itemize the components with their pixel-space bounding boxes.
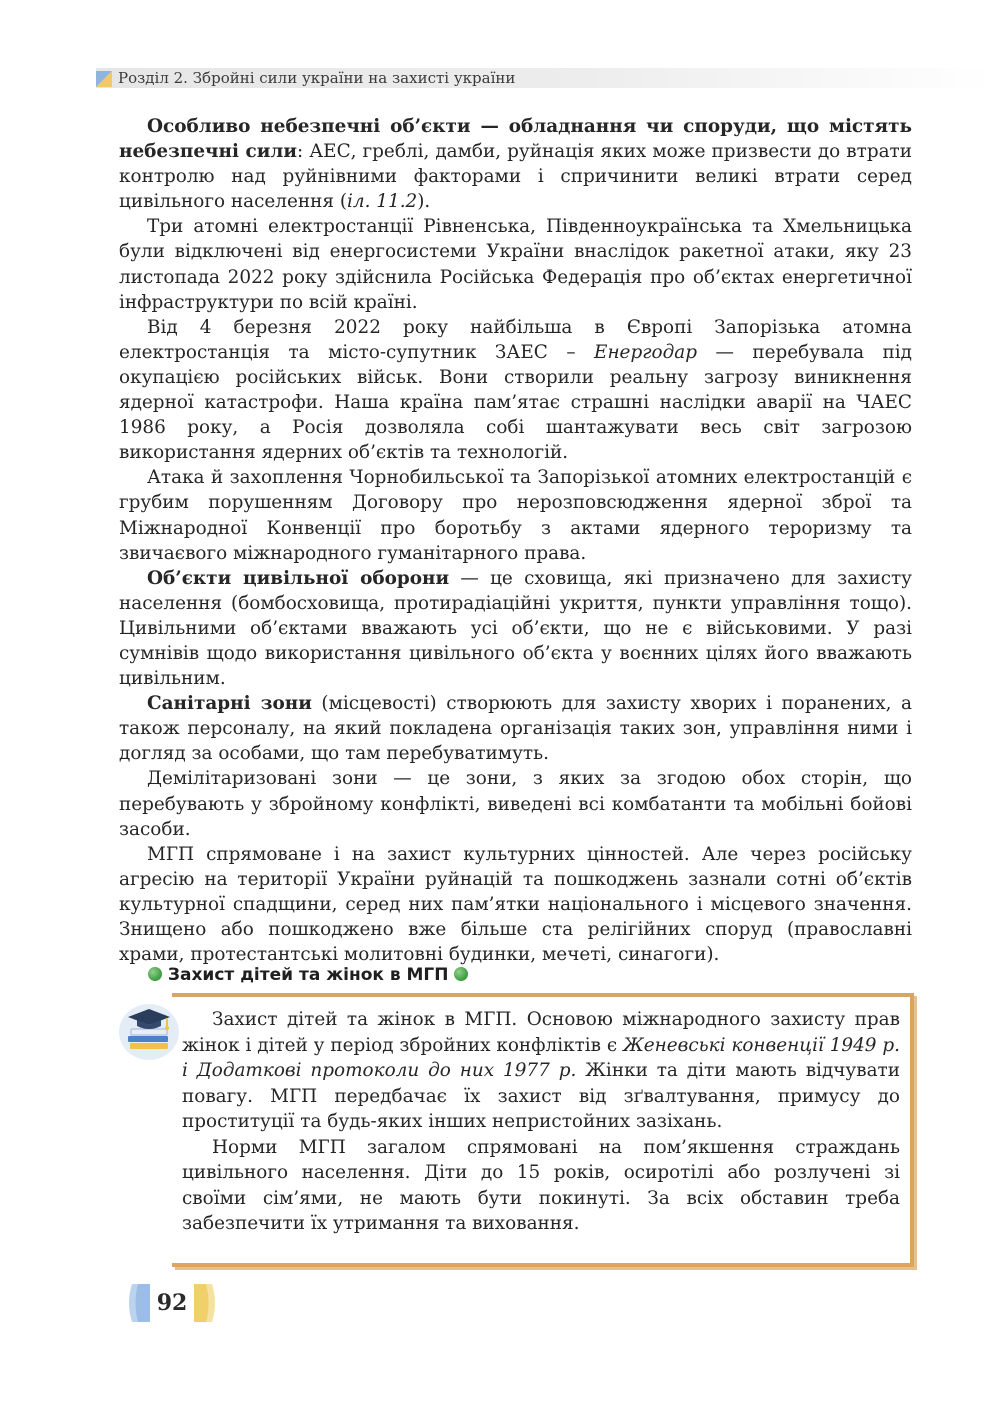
graduation-cap-books-icon [118, 1003, 180, 1061]
info-box [172, 993, 914, 1267]
info-box-text [182, 1007, 900, 1237]
main-text [119, 114, 912, 967]
figure-reference: іл. 11.2 [347, 191, 418, 213]
paragraph-sanitary-zones: Санітарні зони (місцевості) створюють для захисту хворих і поранених, а також персоналу, на який покладена організація таких зон, управління ними і догляд за особами, що там перебуватимуть. [119, 693, 912, 765]
green-bullet-icon [454, 967, 468, 981]
paragraph-dangerous-objects: Особливо небезпечні об’єкти — обладнання чи споруди, що містять небезпечні сили: АЕС, греблі, дамби, руйнація яких може призвести до втрати контролю над руйнівними факторами і спричинити великі втрати серед цивільного населення (іл. 11.2). [119, 116, 912, 213]
section-heading-text: Захист дітей та жінок в МГП [167, 965, 449, 985]
page-number: 92 [156, 1290, 188, 1316]
info-box-paragraph-2: Норми МГП загалом спрямовані на пом’якшення страждань цивільного населення. Діти до 15 років, осиротілі або розлучені зі своїми сім’ями, не мають бути покинуті. За всіх обставин треба забезпечити їх утримання та виховання. [182, 1136, 900, 1234]
green-bullet-icon [148, 967, 162, 981]
paragraph-cultural-values: МГП спрямоване і на захист культурних цінностей. Але через російську агресію на території України руйнацій та пошкоджень зазнали сотні об’єктів культурної спадщини, серед них пам’ятки національного і місцевого значення. Знищено або пошкоджено вже більше ста релігійних споруд (православні храми, протестантські молитовні будинки, мечеті, синагоги). [119, 843, 912, 966]
page-number-badge [126, 1280, 218, 1326]
chapter-header [96, 68, 992, 88]
paragraph-npp-shutdown: Три атомні електростанції Рівненська, Південноукраїнська та Хмельницька були відключені від енергосистеми України внаслідок ракетної атаки, яку 23 листопада 2022 року здійснила Російська Федерація про об’єктах енергетичної інфраструктури по всій країні. [119, 216, 912, 313]
paragraph-zaporizhzhia-npp: Від 4 березня 2022 року найбільша в Європі Запорізька атомна електростанція та місто-супутник ЗАЕС – Енергодар — перебувала під окупацією російських військ. Вони створили реальну загрозу виникнення ядерної катастрофи. Наша країна пам’ятає страшні наслідки аварії на ЧАЕС 1986 року, а Росія дозволяла собі шантажувати весь світ загрозою використання ядерних об’єктів та технологій. [119, 316, 912, 464]
header-corner-mark-icon [96, 71, 112, 87]
paragraph-demilitarized-zones: Демілітаризовані зони — це зони, з яких за згодою обох сторін, що перебувають у збройному конфлікті, виведені всі комбатанти та мобільні бойові засоби. [119, 768, 912, 840]
paragraph-treaty-violation: Атака й захоплення Чорнобильської та Запорізької атомних електростанцій є грубим порушенням Договору про нерозповсюдження ядерної зброї та Міжнародної Конвенції про боротьбу з актами ядерного тероризму та звичаєвого міжнародного гуманітарного права. [119, 467, 912, 564]
paragraph-civil-defense: Об’єкти цивільної оборони — це сховища, які призначено для захисту населення (бомбосховища, протирадіаційні укриття, пункти управління тощо). Цивільними об’єктами вважають усі об’єкти, що не є військовими. У разі сумнівів щодо використання цивільного об’єкта у воєнних цілях його вважають цивільним. [119, 567, 912, 690]
section-heading [148, 963, 468, 987]
info-box-paragraph-1: Захист дітей та жінок в МГП. Основою міжнародного захисту прав жінок і дітей у період збройних конфліктів є Женевські конвенції 1949 р. і Додаткові протоколи до них 1977 р. Жінки та діти мають відчувати повагу. МГП передбачає їх захист від зґвалтування, примусу до проституції та будь-яких інших непристойних зазіхань. [182, 1009, 900, 1132]
chapter-title: Розділ 2. Збройні сили україни на захисті україни [118, 69, 516, 87]
